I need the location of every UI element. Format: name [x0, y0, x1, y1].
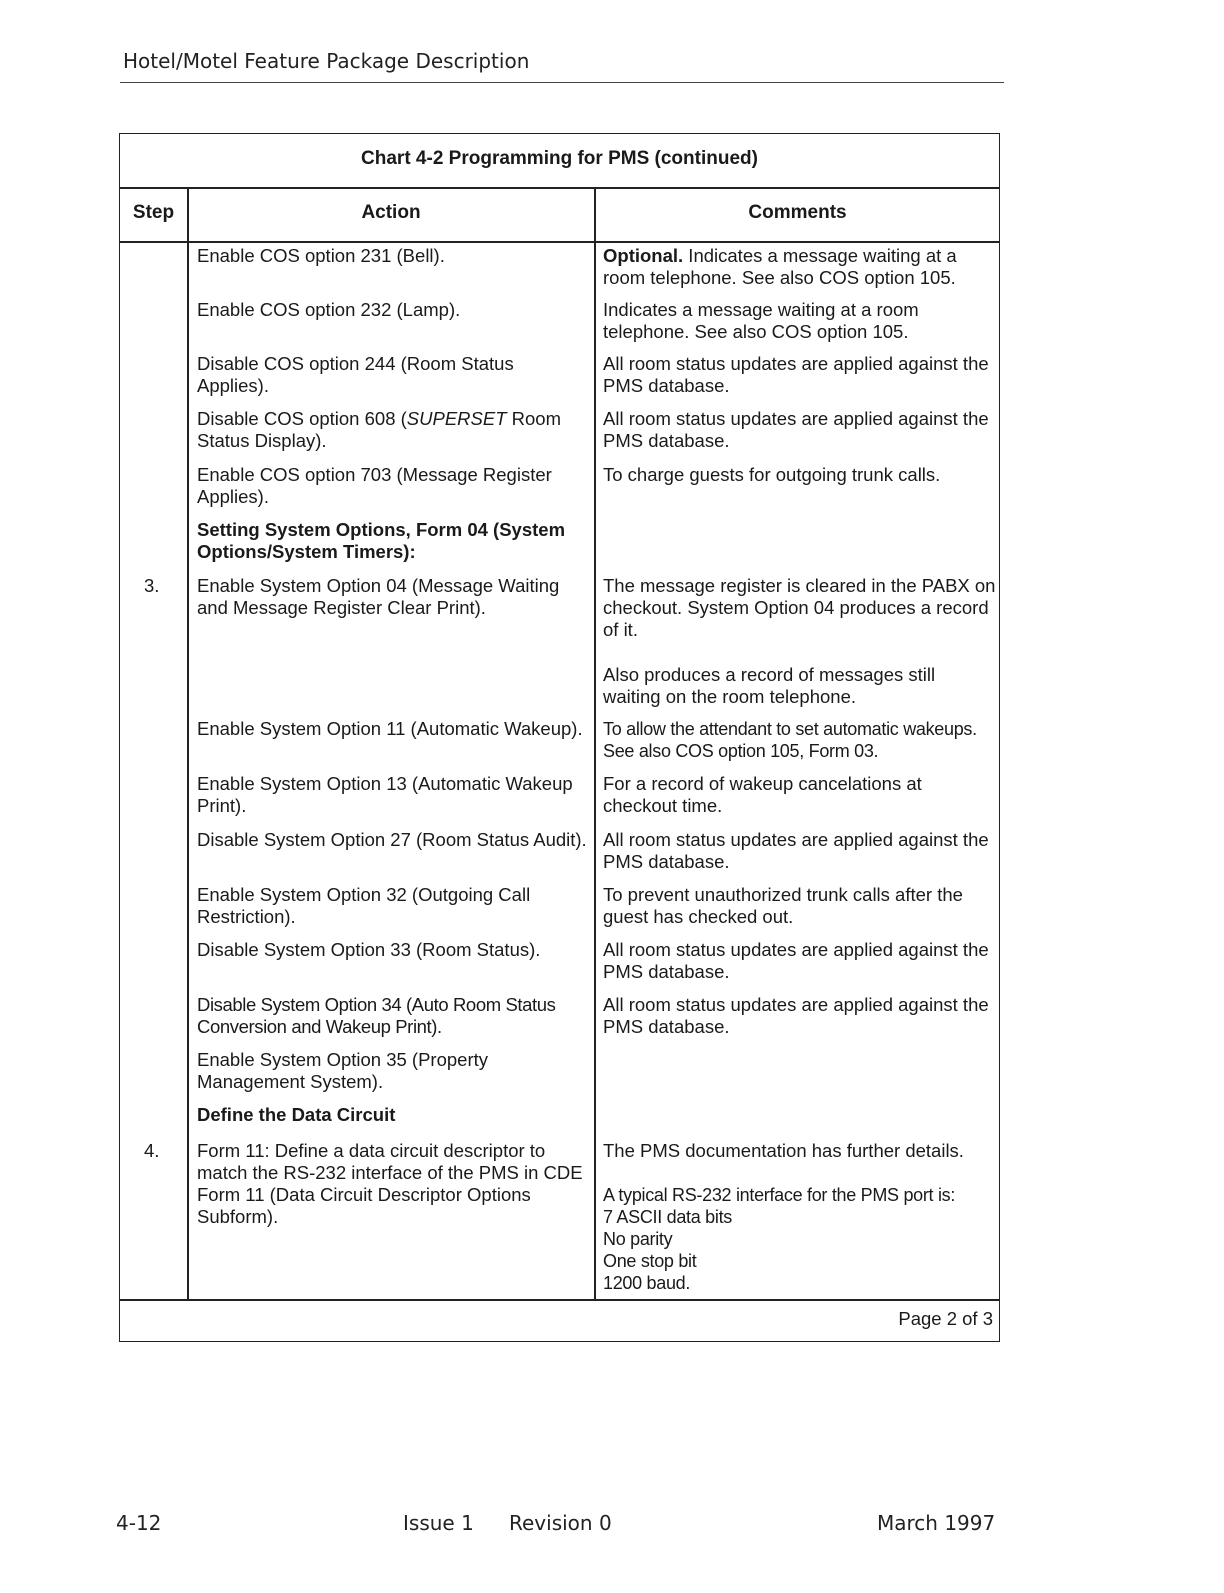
section-heading: Define the Data Circuit	[197, 1104, 396, 1125]
running-header: Hotel/Motel Feature Package Description	[123, 49, 530, 73]
action-cell: Disable System Option 34 (Auto Room Status Conversion and Wakeup Print).	[197, 994, 556, 1037]
comment-cell: All room status updates are applied against the PMS database.	[603, 939, 989, 982]
superset-term: SUPERSET	[406, 408, 507, 429]
header-divider	[120, 241, 999, 243]
comment-cell: To prevent unauthorized trunk calls after the guest has checked out.	[603, 884, 963, 927]
action-cell: Enable COS option 231 (Bell).	[197, 245, 445, 266]
comment-lead: Optional.	[603, 245, 684, 266]
body-bottom-divider	[120, 1299, 999, 1301]
chart-table	[119, 133, 1000, 1342]
chart-title: Chart 4-2 Programming for PMS (continued)	[361, 148, 758, 169]
comment-cell: To allow the attendant to set automatic wakeups. See also COS option 105, Form 03.	[603, 719, 977, 761]
title-divider	[120, 187, 999, 189]
column-header-action: Action	[361, 202, 421, 223]
step-number: 3.	[144, 575, 160, 596]
column-header-comments: Comments	[748, 202, 847, 223]
comment-cell: The message register is cleared in the PABX on checkout. System Option 04 produces a record of it.	[603, 575, 996, 640]
comment-text: Indicates a message waiting at a room telephone. See also COS option 105.	[603, 245, 957, 288]
action-cell: Enable System Option 32 (Outgoing Call Restriction).	[197, 884, 531, 927]
action-cell: Enable System Option 35 (Property Management System).	[197, 1049, 489, 1092]
action-cell: Disable System Option 33 (Room Status).	[197, 939, 541, 960]
action-text: Disable COS option 608 (	[197, 408, 407, 429]
action-cell: Disable System Option 27 (Room Status Audit).	[197, 829, 587, 850]
comment-cell: All room status updates are applied against the PMS database.	[603, 408, 989, 451]
action-cell: Enable System Option 04 (Message Waiting and Message Register Clear Print).	[197, 575, 560, 618]
comment-cell: All room status updates are applied against the PMS database.	[603, 994, 989, 1037]
comment-cell: For a record of wakeup cancelations at checkout time.	[603, 773, 922, 816]
header-rule	[120, 82, 1004, 83]
footer-page-number: 4-12	[116, 1511, 162, 1535]
comment-cell	[603, 245, 998, 289]
comment-cell: All room status updates are applied against the PMS database.	[603, 829, 989, 872]
comment-cell: To charge guests for outgoing trunk calls.	[603, 464, 941, 485]
action-cell: Enable System Option 13 (Automatic Wakeup Print).	[197, 773, 573, 816]
action-cell: Enable COS option 703 (Message Register Applies).	[197, 464, 552, 507]
footer-issue: Issue 1	[403, 1511, 474, 1535]
comment-cell: Indicates a message waiting at a room telephone. See also COS option 105.	[603, 299, 919, 342]
action-cell: Disable COS option 244 (Room Status Applies).	[197, 353, 514, 396]
step-column-divider	[187, 187, 189, 1300]
section-heading: Setting System Options, Form 04 (System Options/System Timers):	[197, 519, 566, 562]
action-cell: Enable System Option 11 (Automatic Wakeup).	[197, 718, 583, 739]
comment-cell: A typical RS-232 interface for the PMS port is: 7 ASCII data bits No parity One stop bit 1200 baud.	[603, 1185, 956, 1293]
page-indicator: Page 2 of 3	[898, 1308, 993, 1329]
step-number: 4.	[144, 1140, 160, 1161]
comment-cell: Also produces a record of messages still waiting on the room telephone.	[603, 664, 936, 707]
footer-revision: Revision 0	[509, 1511, 612, 1535]
action-cell: Enable COS option 232 (Lamp).	[197, 299, 461, 320]
action-cell	[197, 408, 589, 452]
comment-cell: All room status updates are applied against the PMS database.	[603, 353, 989, 396]
action-text: Room Status Display).	[197, 408, 561, 451]
comment-cell: The PMS documentation has further details.	[603, 1140, 964, 1161]
footer-date: March 1997	[877, 1511, 996, 1535]
action-column-divider	[594, 187, 596, 1300]
column-header-step: Step	[132, 202, 175, 223]
action-cell: Form 11: Define a data circuit descriptor to match the RS-232 interface of the PMS in CDE Form 11 (Data Circuit Descriptor Options Subform).	[197, 1140, 583, 1227]
